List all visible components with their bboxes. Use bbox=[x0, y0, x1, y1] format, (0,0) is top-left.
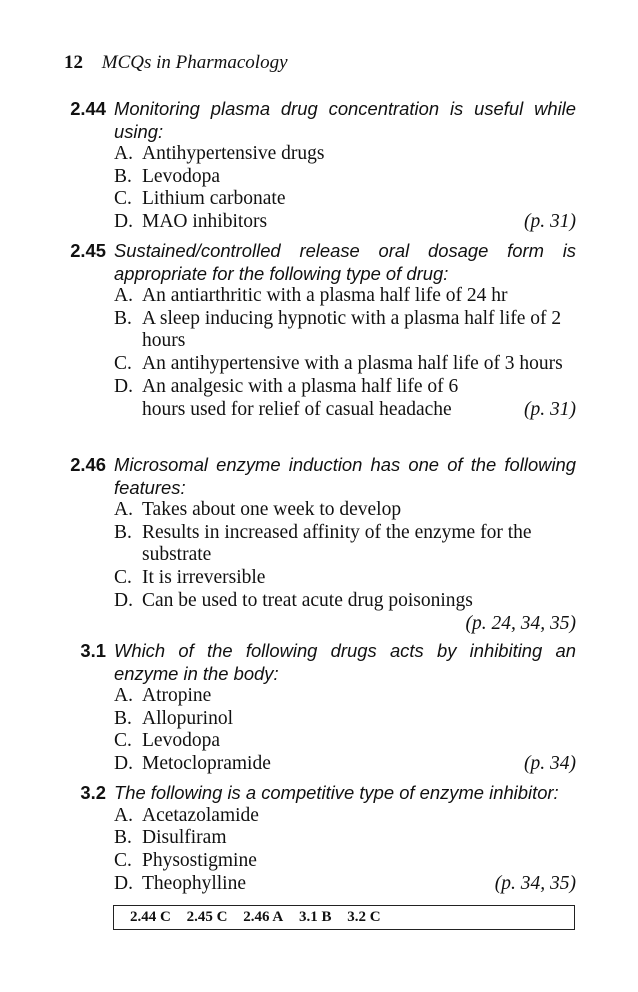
option-letter: C. bbox=[114, 730, 132, 752]
option-text: MAO inhibitors bbox=[142, 211, 268, 233]
answer-key-item: 2.44 C bbox=[130, 909, 171, 925]
question-text: The following is a competitive type of enzyme inhibitor: bbox=[114, 782, 559, 803]
option-text: A sleep inducing hypnotic with a plasma half life of 2 hours bbox=[142, 307, 562, 352]
option-b bbox=[60, 827, 576, 850]
answer-key-item: 3.2 C bbox=[347, 909, 381, 925]
option-letter: A. bbox=[114, 685, 133, 706]
question-number: 2.44 bbox=[70, 98, 106, 119]
option-letter: A. bbox=[114, 804, 133, 826]
question-number: 2.46 bbox=[70, 454, 106, 475]
answer-key-item: 2.45 C bbox=[186, 909, 228, 925]
answer-key-box bbox=[113, 905, 575, 930]
question-stem bbox=[60, 640, 576, 685]
question-stem bbox=[60, 240, 576, 285]
option-a bbox=[60, 805, 576, 828]
question-3-1 bbox=[60, 640, 576, 776]
question-stem bbox=[60, 782, 576, 805]
option-letter: D. bbox=[114, 753, 133, 775]
option-letter: B. bbox=[114, 521, 132, 543]
question-stem bbox=[60, 454, 576, 499]
option-c bbox=[60, 730, 576, 753]
option-c bbox=[60, 567, 576, 590]
option-letter: B. bbox=[114, 165, 132, 187]
option-b bbox=[60, 522, 576, 567]
option-letter: C. bbox=[114, 567, 132, 589]
question-number: 2.45 bbox=[70, 240, 106, 261]
option-letter: D. bbox=[114, 589, 133, 611]
question-number: 3.1 bbox=[80, 640, 106, 661]
option-a bbox=[60, 285, 576, 308]
option-text: Levodopa bbox=[142, 165, 220, 187]
option-d bbox=[60, 753, 576, 776]
question-text: Sustained/controlled release oral dosage form is appropriate for the following type of drug: bbox=[114, 240, 576, 284]
option-text: Allopurinol bbox=[142, 707, 233, 729]
option-a bbox=[60, 499, 576, 522]
option-text: Can be used to treat acute drug poisonings bbox=[142, 589, 473, 611]
option-text: Disulfiram bbox=[142, 827, 227, 849]
option-b bbox=[60, 166, 576, 189]
book-title: MCQs in Pharmacology bbox=[101, 52, 288, 73]
option-text: Levodopa bbox=[142, 730, 220, 752]
option-letter: B. bbox=[114, 827, 132, 849]
option-text: Metoclopramide bbox=[142, 753, 271, 775]
option-text: Atropine bbox=[142, 685, 212, 706]
question-3-2 bbox=[60, 782, 576, 895]
question-2-45 bbox=[60, 240, 576, 421]
option-d bbox=[60, 873, 576, 896]
option-letter: A. bbox=[114, 499, 133, 520]
question-number: 3.2 bbox=[80, 782, 106, 803]
page-reference: (p. 31) bbox=[524, 211, 576, 233]
option-letter: A. bbox=[114, 143, 133, 164]
question-2-46 bbox=[60, 454, 576, 635]
page-reference: (p. 31) bbox=[524, 398, 576, 420]
question-text: Microsomal enzyme induction has one of the following features: bbox=[114, 454, 576, 498]
option-c bbox=[60, 188, 576, 211]
option-text: Physostigmine bbox=[142, 849, 257, 871]
option-c bbox=[60, 353, 576, 376]
page-number: 12 bbox=[64, 52, 83, 73]
option-letter: D. bbox=[114, 872, 133, 894]
option-letter: B. bbox=[114, 307, 132, 329]
option-text: Theophylline bbox=[142, 872, 246, 894]
option-text: Takes about one week to develop bbox=[142, 499, 402, 520]
question-text: Which of the following drugs acts by inhibiting an enzyme in the body: bbox=[114, 640, 576, 684]
option-c bbox=[60, 850, 576, 873]
option-letter: B. bbox=[114, 707, 132, 729]
option-text: Acetazolamide bbox=[142, 804, 259, 826]
question-text: Monitoring plasma drug concentration is useful while using: bbox=[114, 98, 576, 142]
option-b bbox=[60, 308, 576, 353]
option-letter: C. bbox=[114, 849, 132, 871]
option-d bbox=[60, 590, 576, 613]
option-letter: D. bbox=[114, 211, 133, 233]
option-text: An antihypertensive with a plasma half life of 3 hours bbox=[142, 353, 563, 375]
question-2-44 bbox=[60, 98, 576, 234]
question-stem bbox=[60, 98, 576, 143]
option-letter: C. bbox=[114, 188, 132, 210]
answer-key-item: 2.46 A bbox=[243, 909, 284, 925]
page-header bbox=[64, 52, 288, 74]
answer-key-item: 3.1 B bbox=[298, 909, 332, 925]
option-d bbox=[60, 211, 576, 234]
page-reference: (p. 34, 35) bbox=[494, 872, 576, 894]
option-text: An antiarthritic with a plasma half life of 24 hr bbox=[142, 285, 508, 306]
option-b bbox=[60, 708, 576, 731]
option-a bbox=[60, 685, 576, 708]
page-reference: (p. 24, 34, 35) bbox=[465, 612, 576, 634]
option-text: Lithium carbonate bbox=[142, 188, 286, 210]
option-text: An analgesic with a plasma half life of 6 hours used for relief of casual headache bbox=[142, 375, 459, 420]
option-text: It is irreversible bbox=[142, 567, 266, 589]
option-a bbox=[60, 143, 576, 166]
option-letter: C. bbox=[114, 353, 132, 375]
option-text: Antihypertensive drugs bbox=[142, 143, 325, 164]
page-reference: (p. 34) bbox=[524, 753, 576, 775]
option-letter: A. bbox=[114, 285, 133, 306]
option-letter: D. bbox=[114, 375, 133, 397]
option-d bbox=[60, 376, 576, 421]
option-text: Results in increased affinity of the enzyme for the substrate bbox=[142, 521, 532, 566]
